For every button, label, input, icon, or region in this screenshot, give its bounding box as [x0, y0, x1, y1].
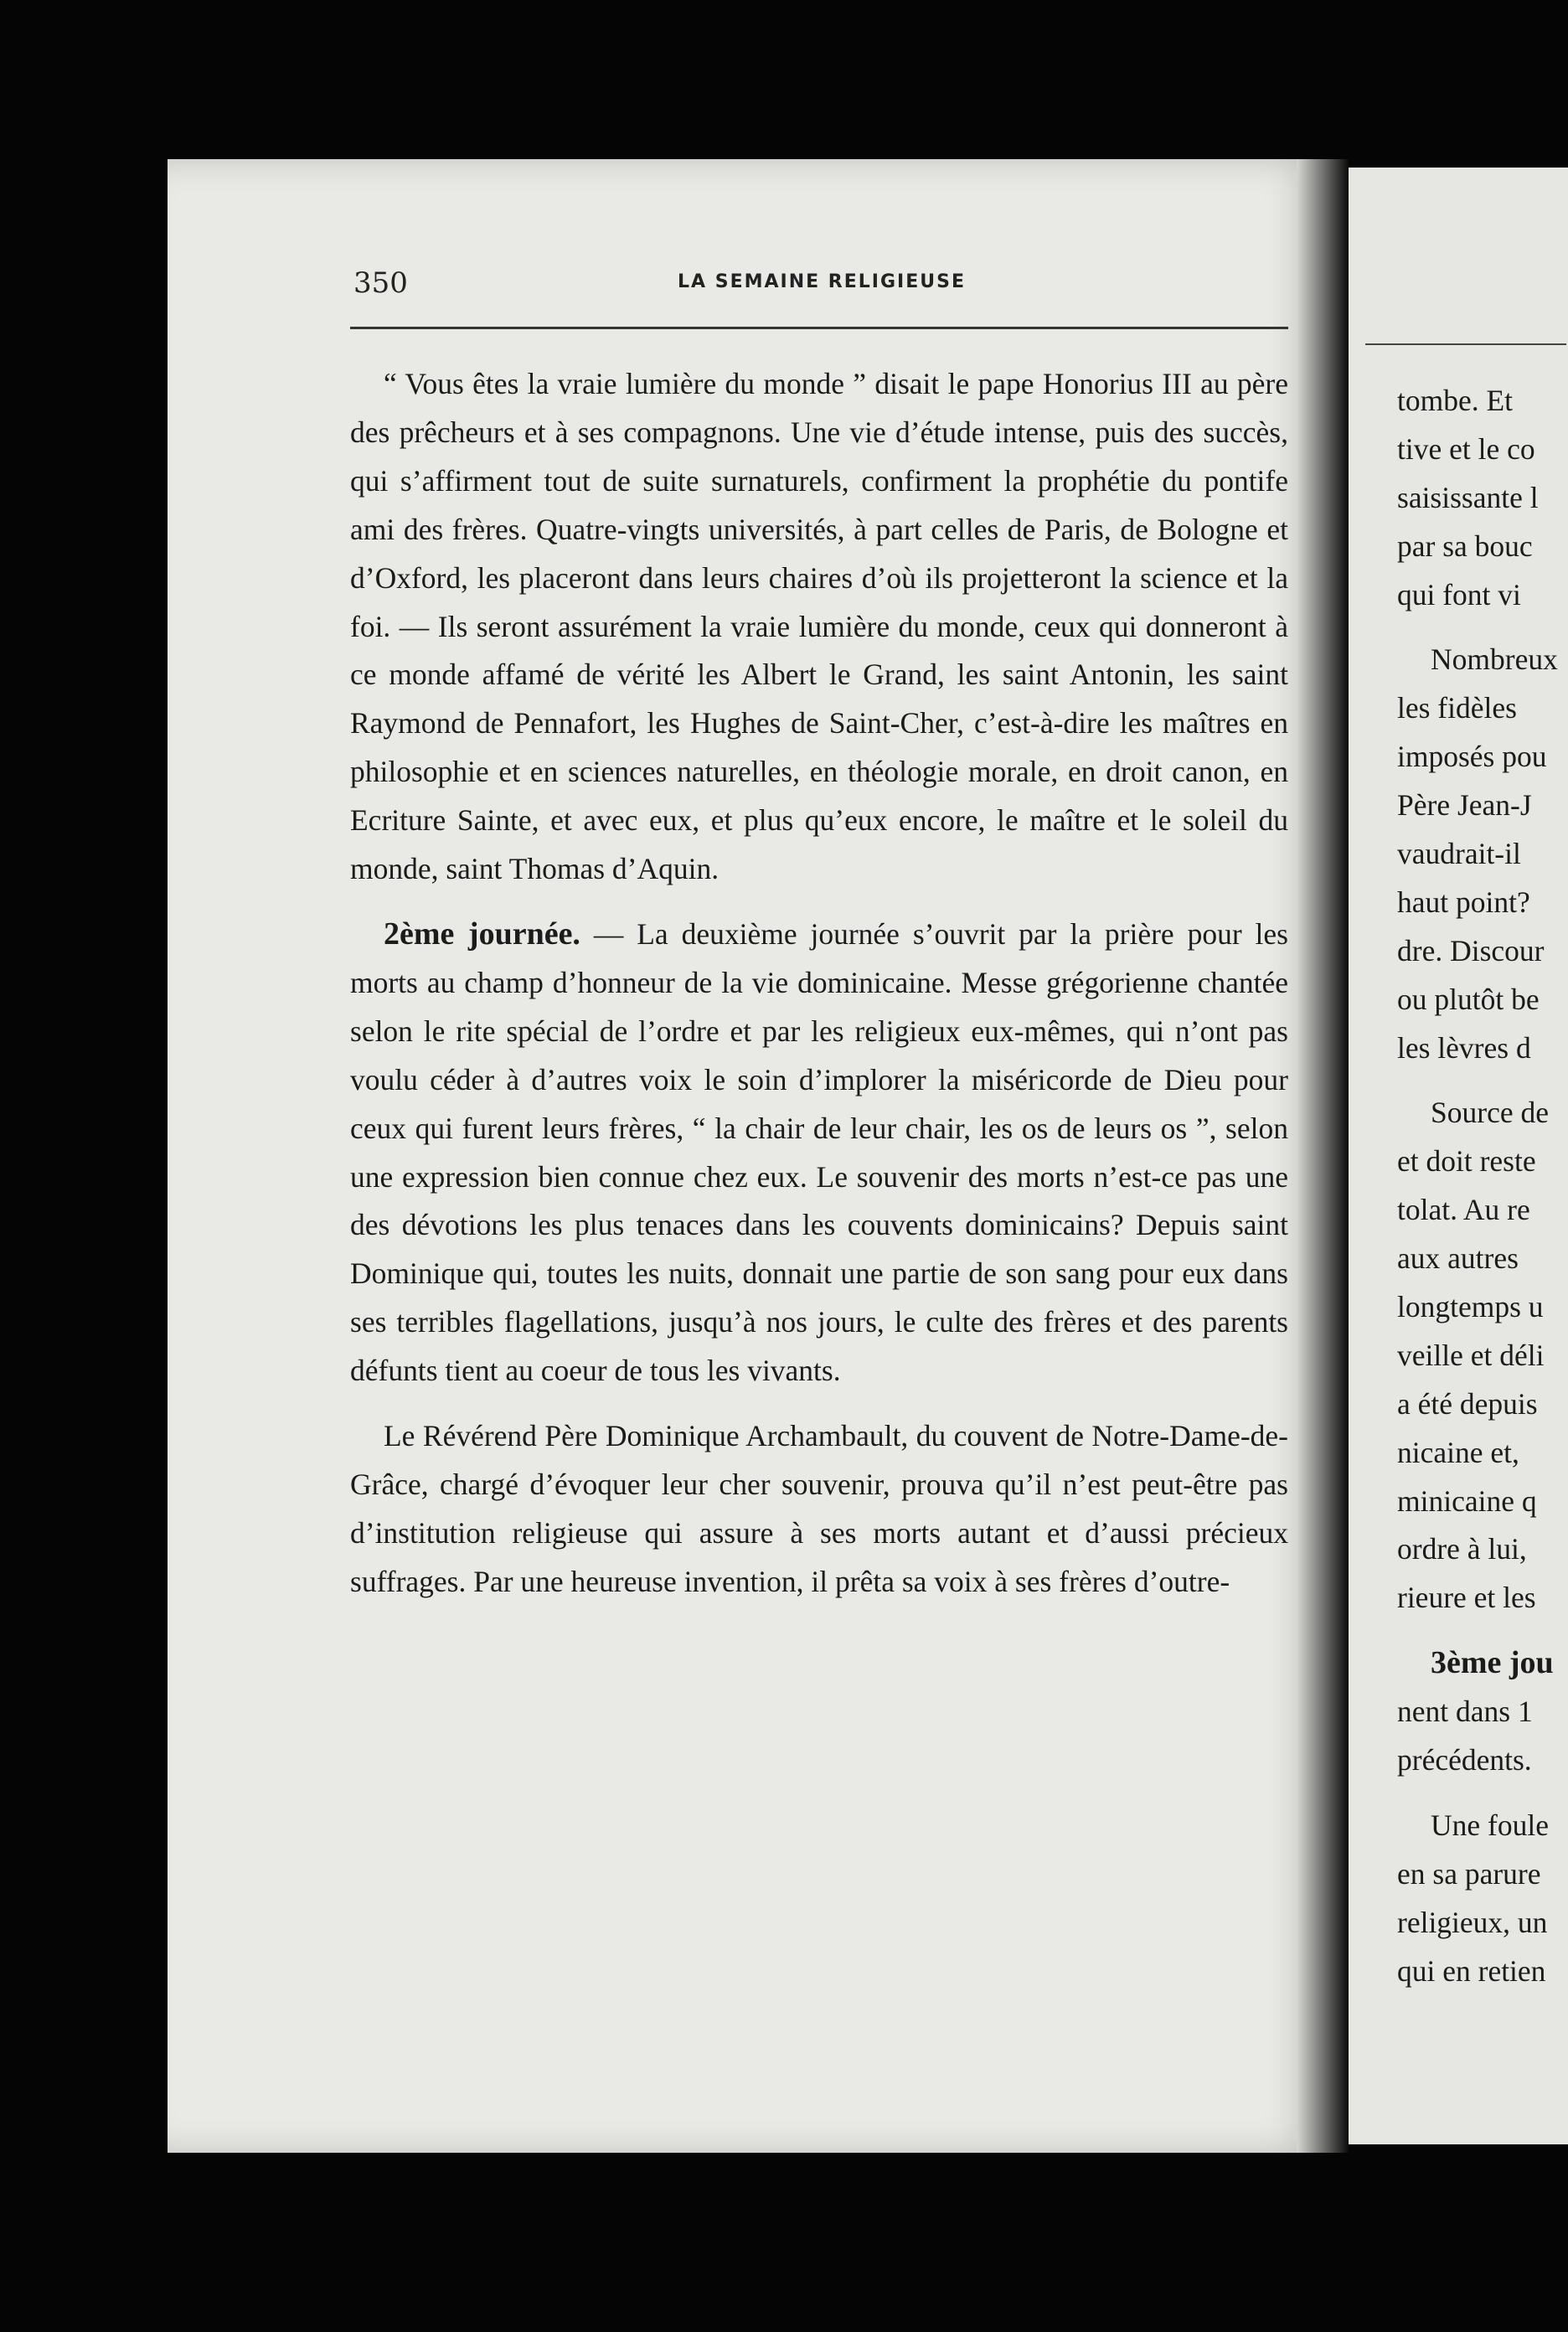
- text-line: Père Jean-J: [1397, 788, 1532, 823]
- text-line: veille et déli: [1397, 1338, 1545, 1372]
- text-line: religieux, un: [1397, 1905, 1548, 1939]
- header-rule: [350, 327, 1288, 329]
- section-heading: 2ème journée.: [384, 916, 580, 952]
- text-line: et doit reste: [1397, 1144, 1536, 1179]
- right-page: [1349, 168, 1568, 2144]
- text-line: tive et le co: [1397, 431, 1535, 466]
- text-line: ou plutôt be: [1397, 982, 1540, 1016]
- body-text: [350, 360, 1288, 1623]
- text-line: vaudrait-il: [1397, 837, 1521, 871]
- paragraph-3: Le Révérend Père Dominique Archambault, du couvent de Notre-Dame-de-Grâce, chargé d’évoquer leur cher souvenir, prouva qu’il n’est peut-être pas d’institution religieuse qui assure à ses morts autant et d’aussi précieux suffrages. Par une heureuse invention, il prêta sa voix à ses frères d’outre-: [350, 1419, 1288, 1598]
- text-line: a été depuis: [1397, 1386, 1538, 1421]
- text-line: qui en retien: [1397, 1953, 1546, 1988]
- paragraph-2: [350, 911, 1288, 1396]
- text-line: saisissante l: [1397, 480, 1539, 514]
- text-line: aux autres: [1397, 1241, 1519, 1276]
- text-line: imposés pou: [1397, 740, 1547, 774]
- paragraph-1: “ Vous êtes la vraie lumière du monde ” disait le pape Honorius III au père des prêcheurs et à ses compagnons. Une vie d’étude intense, puis des succès, qui s’affirment tout de suite surnaturels, confirment la prophétie du pontife ami des frères. Quatre-vingts universités, à part celles de Paris, de Bologne et d’Oxford, les placeront dans leurs chaires d’où ils projetteront la science et la foi. — Ils seront assurément la vraie lumière du monde, ceux qui donneront à ce monde affamé de vérité les Albert le Grand, les saint Antonin, les saint Raymond de Pennafort, les Hughes de Saint-Cher, c’est-à-dire les maîtres en philosophie et en sciences naturelles, en théologie morale, en droit canon, en Ecriture Sainte, et avec eux, et plus qu’eux encore, le maître et le soleil du monde, saint Thomas d’Aquin.: [350, 367, 1288, 886]
- text-line: tombe. Et: [1397, 384, 1514, 417]
- text-line: ordre à lui,: [1397, 1532, 1527, 1566]
- text-line: Nombreux: [1431, 642, 1558, 677]
- text-line: en sa parure: [1397, 1856, 1541, 1891]
- section-heading: 3ème jou: [1431, 1645, 1554, 1681]
- text-line: tolat. Au re: [1397, 1193, 1530, 1227]
- text-line: minicaine q: [1397, 1483, 1537, 1518]
- text-line: Une foule: [1431, 1808, 1549, 1842]
- page-number: 350: [353, 266, 408, 300]
- text-line: dre. Discour: [1397, 933, 1545, 967]
- text-line: les fidèles: [1397, 691, 1517, 725]
- left-page-content: [168, 159, 1323, 2153]
- text-line: précédents.: [1397, 1743, 1532, 1777]
- running-head: LA SEMAINE RELIGIEUSE: [678, 271, 966, 292]
- text-line: longtemps u: [1397, 1290, 1544, 1324]
- text-line: nent dans 1: [1397, 1695, 1533, 1729]
- text-line: rieure et les: [1397, 1581, 1536, 1615]
- text-line: nicaine et,: [1397, 1435, 1519, 1469]
- right-header-rule: [1365, 343, 1566, 345]
- right-page-text: [1397, 377, 1568, 1996]
- text-line: les lèvres d: [1397, 1030, 1531, 1065]
- text-line: Source de: [1431, 1096, 1549, 1130]
- page-header: [353, 266, 1290, 308]
- paragraph-2-text: — La deuxième journée s’ouvrit par la prière pour les morts au champ d’honneur de la vie dominicaine. Messe grégorienne chantée selon le rite spécial de l’ordre et par les religieux eux-mêmes, qui n’ont pas voulu céder à d’autres voix le soin d’implorer la miséricorde de Dieu pour ceux qui furent leurs frères, “ la chair de leur chair, les os de leurs os ”, selon une expression bien connue chez eux. Le souvenir des morts n’est-ce pas une des dévotions les plus tenaces dans les couvents dominicains? Depuis saint Dominique qui, toutes les nuits, donnait une partie de son sang pour eux dans ses terribles flagellations, jusqu’à nos jours, le culte des frères et des parents défunts tient au coeur de tous les vivants.: [350, 916, 1288, 1388]
- text-line: haut point?: [1397, 885, 1530, 919]
- text-line: qui font vi: [1397, 577, 1521, 611]
- text-line: par sa bouc: [1397, 529, 1533, 563]
